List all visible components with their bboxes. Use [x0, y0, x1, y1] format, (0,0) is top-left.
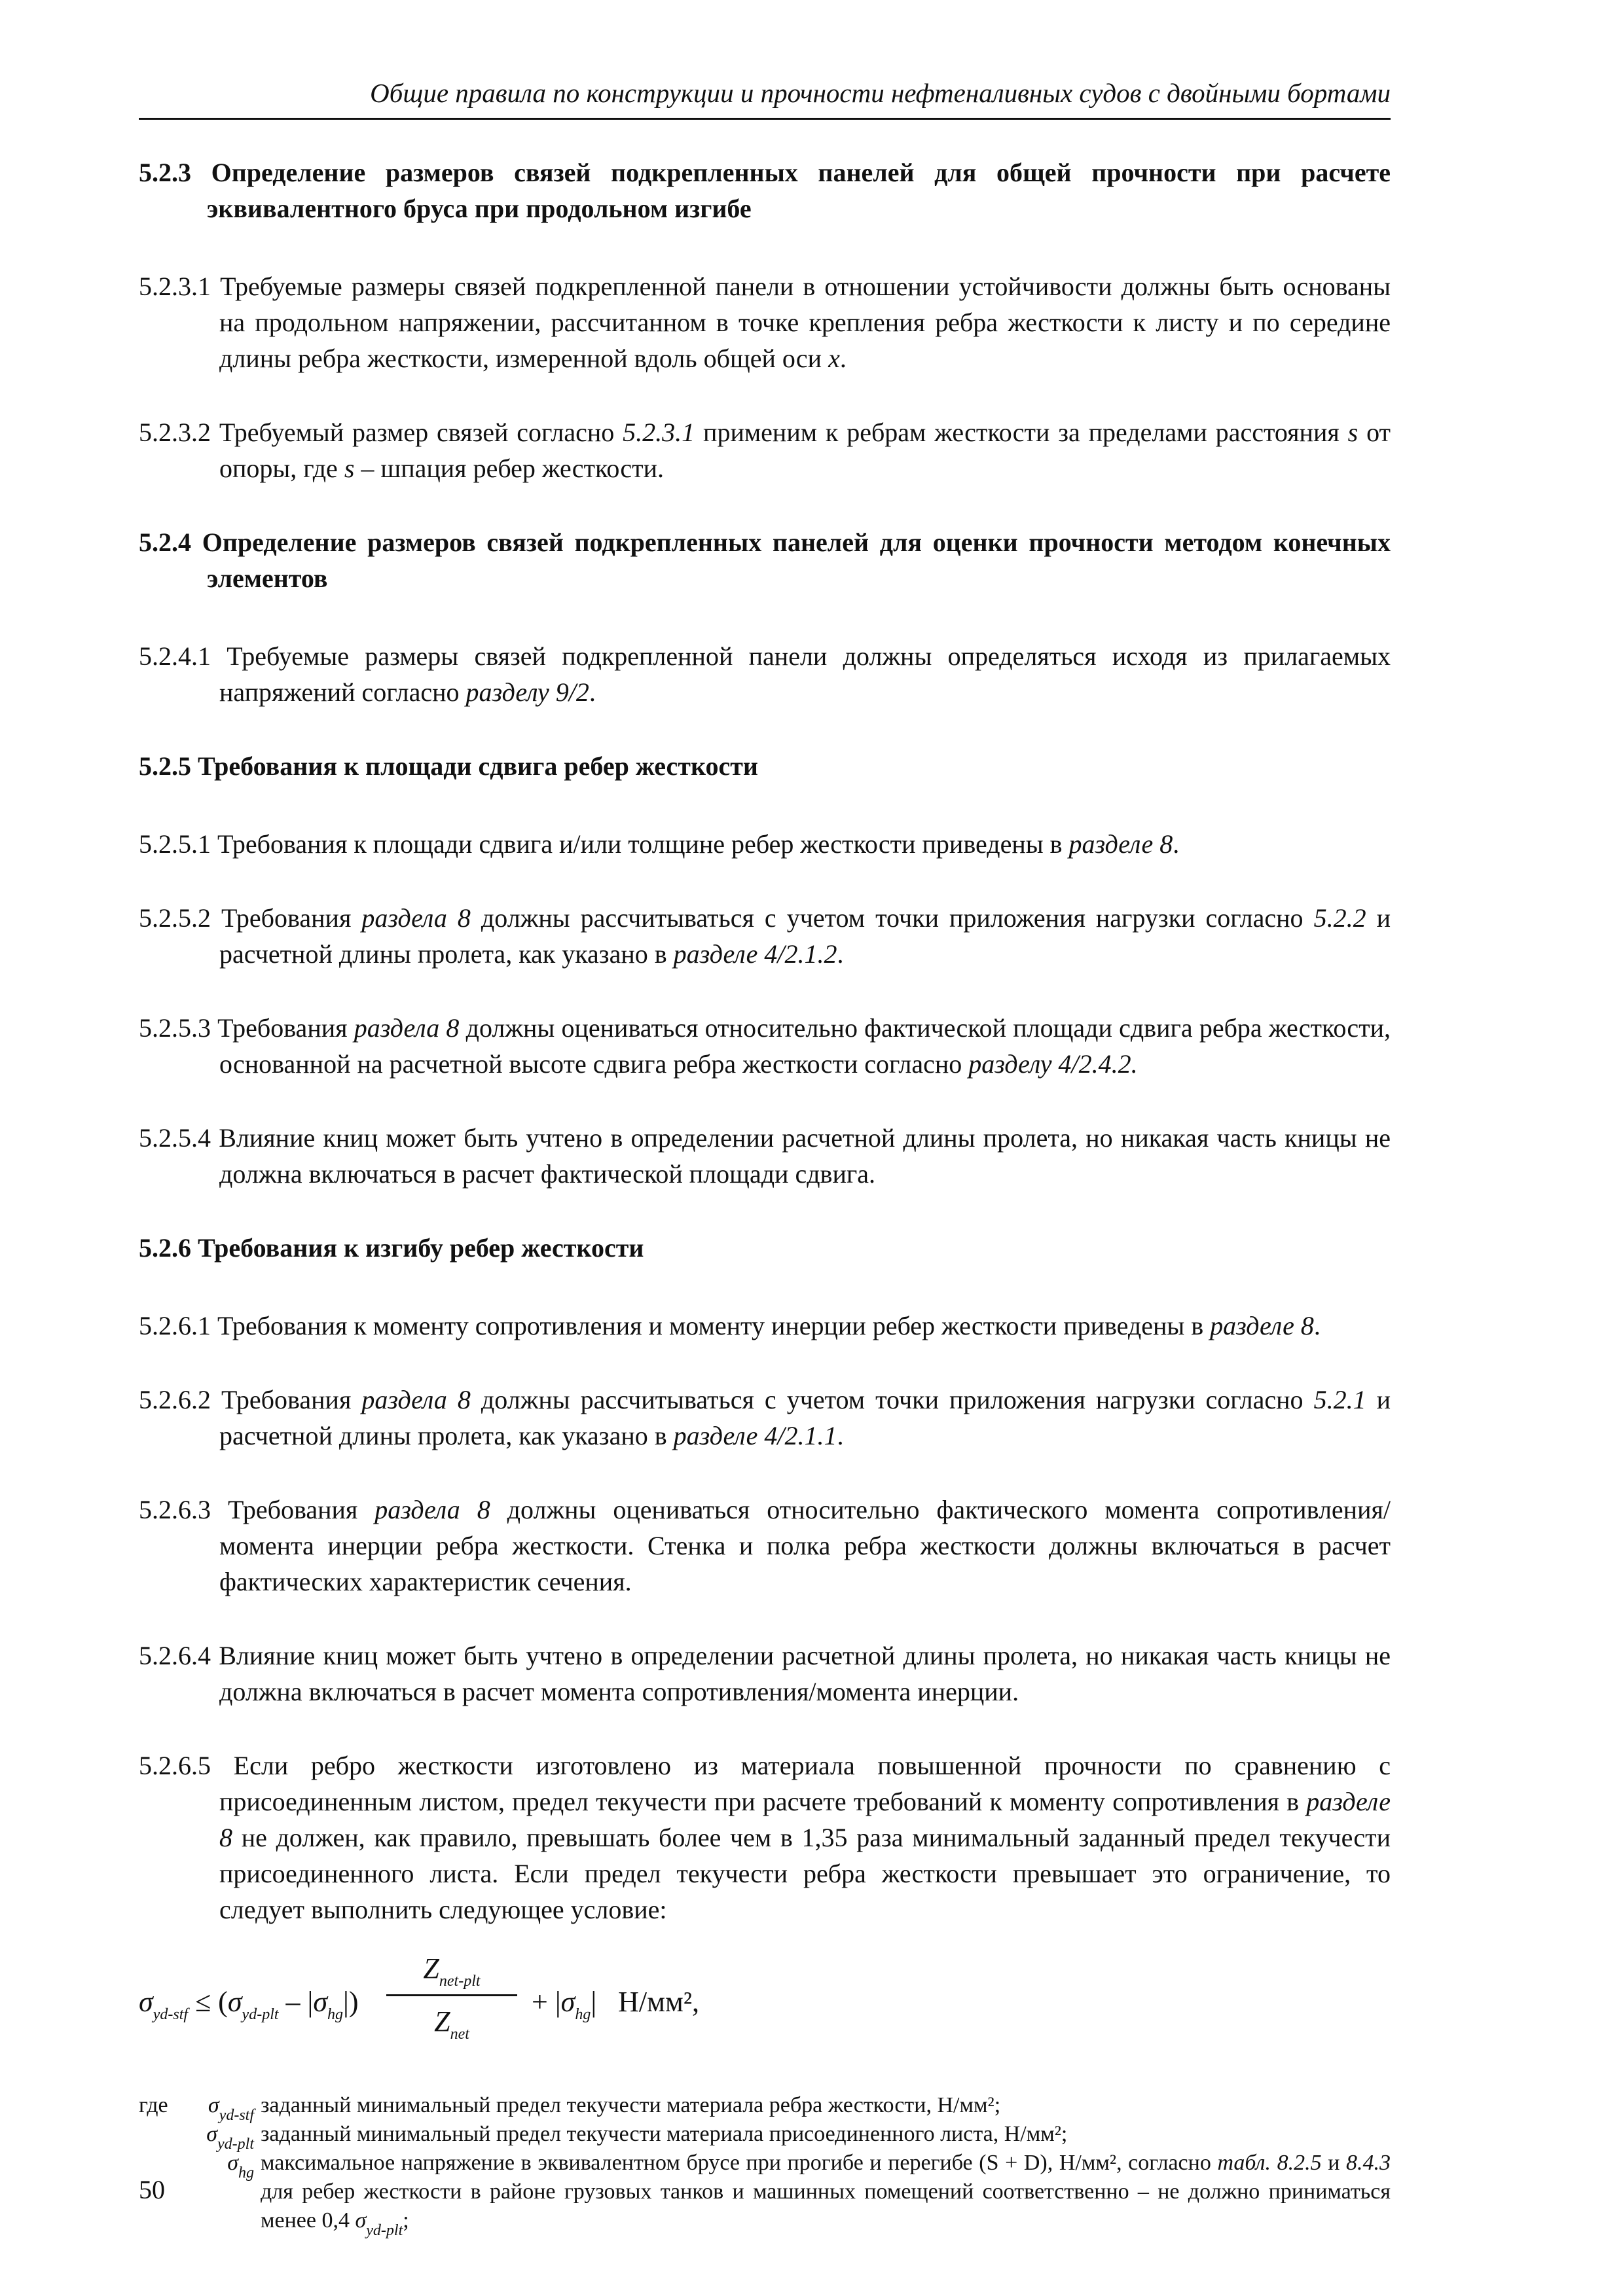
page-number: 50	[139, 2175, 165, 2204]
definition-sigma-yd-plt: $\sigma_{yd-plt}$ заданный минимальный предел текучести материала присоединенного листа, Н/мм²;	[206, 2122, 1068, 2153]
para-5-2-6-5: 5.2.6.5 Если ребро жесткости изготовлено из материала повышенной прочности по сравнению с присоединенным листом, предел текучести при расчете требований к моменту сопротивления в разделе 8 не должен, как правило, превышать более чем в 1,35 раза минимальный заданный предел текучести присоединенного листа. Если предел текучести ребра жесткости превышает это ограничение, то следует выполнить следующее условие:	[139, 1751, 1391, 1924]
section-5-2-5-title: 5.2.5 Требования к площади сдвига ребер жесткости	[139, 751, 758, 781]
definition-sigma-yd-stf: где $\sigma_{yd-stf}$ заданный минимальный предел текучести материала ребра жесткости, Н/мм²;	[139, 2091, 1391, 2120]
page-content	[139, 154, 1391, 2245]
para-5-2-6-2: 5.2.6.2 Требования раздела 8 должны рассчитываться с учетом точки приложения нагрузки согласно 5.2.1 и расчетной длины пролета, как указано в разделе 4/2.1.1.	[139, 1385, 1391, 1450]
section-5-2-6-title: 5.2.6 Требования к изгибу ребер жесткости	[139, 1233, 644, 1263]
definition-sigma-hg: $\sigma_{hg}$ максимальное напряжение в эквивалентном брусе при прогибе и перегибе (S + D), Н/мм², согласно табл. 8.2.5 и 8.4.3 для ребер жесткости в районе грузовых танков и машинных помещений соответственно – не должно приниматься менее 0,4 $\sigma_{yd-plt}$;	[227, 2151, 1391, 2239]
fraction-numerator: $Z_{net-plt}$	[423, 1952, 481, 1990]
fraction-bar	[386, 1994, 517, 1996]
formula-right-side: + $|\sigma_{hg}|$ Н/мм²,	[532, 1986, 700, 2023]
para-5-2-5-3: 5.2.5.3 Требования раздела 8 должны оцениваться относительно фактической площади сдвига ребра жесткости, основанной на расчетной высоте сдвига ребра жесткости согласно разделу 4/2.4.2.	[139, 1013, 1391, 1079]
symbol-definitions	[139, 2091, 1391, 2245]
section-5-2-3-title: 5.2.3 Определение размеров связей подкрепленных панелей для общей прочности при расчете эквивалентного бруса при продольном изгибе	[139, 158, 1391, 223]
para-5-2-6-4: 5.2.6.4 Влияние книц может быть учтено в определении расчетной длины пролета, но никакая часть кницы не должна включаться в расчет момента сопротивления/момента инерции.	[139, 1641, 1391, 1706]
formula-left-side: $\sigma_{yd-stf} \le (\sigma_{yd-plt} - |\sigma_{hg}|)$	[139, 1986, 359, 2023]
para-5-2-3-1: 5.2.3.1 Требуемые размеры связей подкрепленной панели в отношении устойчивости должны быть основаны на продольном напряжении, рассчитанном в точке крепления ребра жесткости к листу и по середине длины ребра жесткости, измеренной вдоль общей оси x.	[139, 272, 1391, 373]
running-header: Общие правила по конструкции и прочности нефтеналивных судов с двойными бортами	[139, 68, 1391, 120]
yield-stress-formula	[139, 1947, 1391, 2065]
fraction-denominator: $Z_{net}$	[434, 2005, 469, 2043]
para-5-2-6-1: 5.2.6.1 Требования к моменту сопротивления и моменту инерции ребер жесткости приведены в разделе 8.	[139, 1311, 1321, 1340]
para-5-2-5-2: 5.2.5.2 Требования раздела 8 должны рассчитываться с учетом точки приложения нагрузки согласно 5.2.2 и расчетной длины пролета, как указано в разделе 4/2.1.2.	[139, 903, 1391, 969]
section-5-2-4-title: 5.2.4 Определение размеров связей подкрепленных панелей для оценки прочности методом конечных элементов	[139, 528, 1391, 593]
para-5-2-6-3: 5.2.6.3 Требования раздела 8 должны оцениваться относительно фактического момента сопротивления/момента инерции ребра жесткости. Стенка и полка ребра жесткости должны включаться в расчет фактических характеристик сечения.	[139, 1495, 1391, 1596]
formula-fraction	[380, 1947, 524, 2043]
para-5-2-5-4: 5.2.5.4 Влияние книц может быть учтено в определении расчетной длины пролета, но никакая часть кницы не должна включаться в расчет фактической площади сдвига.	[139, 1123, 1391, 1189]
where-label: где	[139, 2093, 168, 2117]
para-5-2-3-2: 5.2.3.2 Требуемый размер связей согласно 5.2.3.1 применим к ребрам жесткости за пределами расстояния s от опоры, где s – шпация ребер жесткости.	[139, 418, 1391, 483]
para-5-2-5-1: 5.2.5.1 Требования к площади сдвига и/или толщине ребер жесткости приведены в разделе 8.	[139, 829, 1180, 859]
para-5-2-4-1: 5.2.4.1 Требуемые размеры связей подкрепленной панели должны определяться исходя из прилагаемых напряжений согласно разделу 9/2.	[139, 641, 1391, 707]
